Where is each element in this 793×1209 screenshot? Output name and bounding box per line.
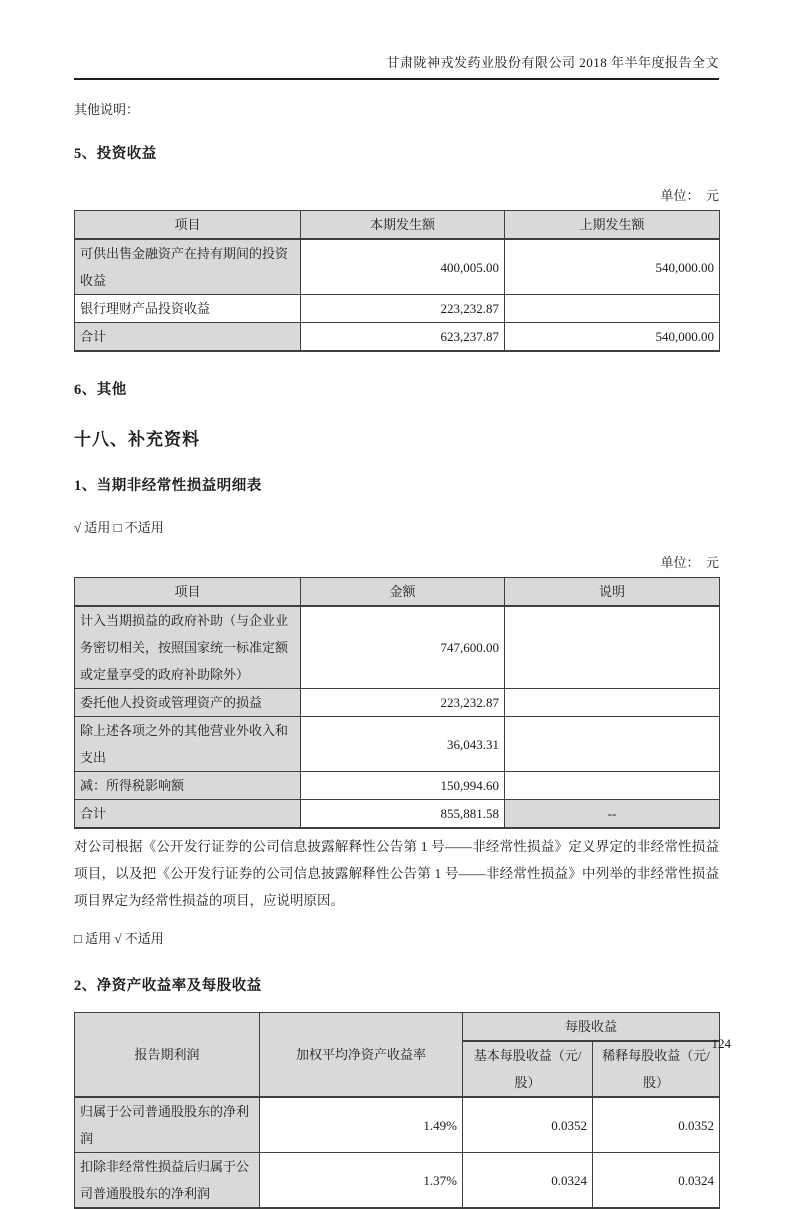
other-note-label: 其他说明： — [74, 102, 140, 117]
col-header-basic-eps: 基本每股收益（元/股） — [463, 1041, 593, 1097]
row-current-value: 623,237.87 — [301, 323, 505, 352]
applicable-selector-2: □ 适用 √ 不适用 — [74, 931, 164, 946]
section-6-title: 6、其他 — [74, 382, 127, 398]
row-note-value: -- — [505, 800, 720, 829]
row-prior-value: 540,000.00 — [505, 323, 720, 352]
page-content — [74, 0, 719, 1209]
table-row — [75, 689, 720, 717]
table-row — [75, 772, 720, 800]
row-amount-value: 747,600.00 — [301, 606, 505, 689]
table-row — [75, 1097, 720, 1153]
row-label: 减：所得税影响额 — [75, 772, 301, 800]
row-roe-value: 1.49% — [260, 1097, 463, 1153]
row-label: 合计 — [75, 800, 301, 829]
table-row — [75, 1153, 720, 1209]
row-label: 银行理财产品投资收益 — [75, 295, 301, 323]
non-recurring-items-table — [74, 577, 720, 829]
col-header-diluted-eps: 稀释每股收益（元/股） — [593, 1041, 720, 1097]
row-roe-value: 1.37% — [260, 1153, 463, 1209]
section-18-1-title: 1、当期非经常性损益明细表 — [74, 478, 262, 494]
row-note-value — [505, 772, 720, 800]
table-row — [75, 295, 720, 323]
document-header-title: 甘肃陇神戎发药业股份有限公司 2018 年半年度报告全文 — [74, 0, 719, 80]
row-prior-value — [505, 295, 720, 323]
row-label: 可供出售金融资产在持有期间的投资收益 — [75, 239, 301, 295]
row-label: 合计 — [75, 323, 301, 352]
unit-label-2: 单位： 元 — [660, 555, 719, 570]
row-amount-value: 223,232.87 — [301, 689, 505, 717]
applicable-selector-1: √ 适用 □ 不适用 — [74, 520, 164, 535]
col-header-prior: 上期发生额 — [505, 211, 720, 240]
row-label: 扣除非经常性损益后归属于公司普通股股东的净利润 — [75, 1153, 260, 1209]
row-note-value — [505, 689, 720, 717]
row-label: 委托他人投资或管理资产的损益 — [75, 689, 301, 717]
table-total-row — [75, 323, 720, 352]
col-header-eps-group: 每股收益 — [463, 1013, 720, 1042]
section-5-title: 5、投资收益 — [74, 146, 157, 162]
col-header-item: 项目 — [75, 578, 301, 607]
col-header-roe: 加权平均净资产收益率 — [260, 1013, 463, 1098]
investment-income-table — [74, 210, 720, 352]
table-row — [75, 606, 720, 689]
unit-label-1: 单位： 元 — [660, 188, 719, 203]
row-note-value — [505, 606, 720, 689]
row-amount-value: 36,043.31 — [301, 717, 505, 772]
table-row — [75, 239, 720, 295]
table-header-row — [75, 578, 720, 607]
row-label: 计入当期损益的政府补助（与企业业务密切相关，按照国家统一标准定额或定量享受的政府补助除外） — [75, 606, 301, 689]
col-header-item: 项目 — [75, 211, 301, 240]
row-note-value — [505, 717, 720, 772]
table-total-row — [75, 800, 720, 829]
row-basic-eps-value: 0.0352 — [463, 1097, 593, 1153]
row-diluted-eps-value: 0.0324 — [593, 1153, 720, 1209]
row-label: 除上述各项之外的其他营业外收入和支出 — [75, 717, 301, 772]
row-label: 归属于公司普通股股东的净利润 — [75, 1097, 260, 1153]
row-amount-value: 150,994.60 — [301, 772, 505, 800]
row-prior-value: 540,000.00 — [505, 239, 720, 295]
section-18-title: 十八、补充资料 — [74, 430, 200, 449]
table-header-row — [75, 1013, 720, 1042]
row-diluted-eps-value: 0.0352 — [593, 1097, 720, 1153]
row-basic-eps-value: 0.0324 — [463, 1153, 593, 1209]
col-header-profit: 报告期利润 — [75, 1013, 260, 1098]
roe-eps-table — [74, 1012, 720, 1209]
row-current-value: 223,232.87 — [301, 295, 505, 323]
col-header-amount: 金额 — [301, 578, 505, 607]
col-header-note: 说明 — [505, 578, 720, 607]
table-header-row — [75, 211, 720, 240]
table-row — [75, 717, 720, 772]
col-header-current: 本期发生额 — [301, 211, 505, 240]
row-amount-value: 855,881.58 — [301, 800, 505, 829]
row-current-value: 400,005.00 — [301, 239, 505, 295]
page-number: 124 — [711, 1036, 731, 1051]
section-18-2-title: 2、净资产收益率及每股收益 — [74, 978, 262, 994]
non-recurring-explanation: 对公司根据《公开发行证券的公司信息披露解释性公告第 1 号——非经常性损益》定义界定的非经常性损益项目，以及把《公开发行证券的公司信息披露解释性公告第 1 号——非经常性损益》中列举的非经常性损益项目界定为经常性损益的项目，应说明原因。 — [74, 839, 719, 908]
